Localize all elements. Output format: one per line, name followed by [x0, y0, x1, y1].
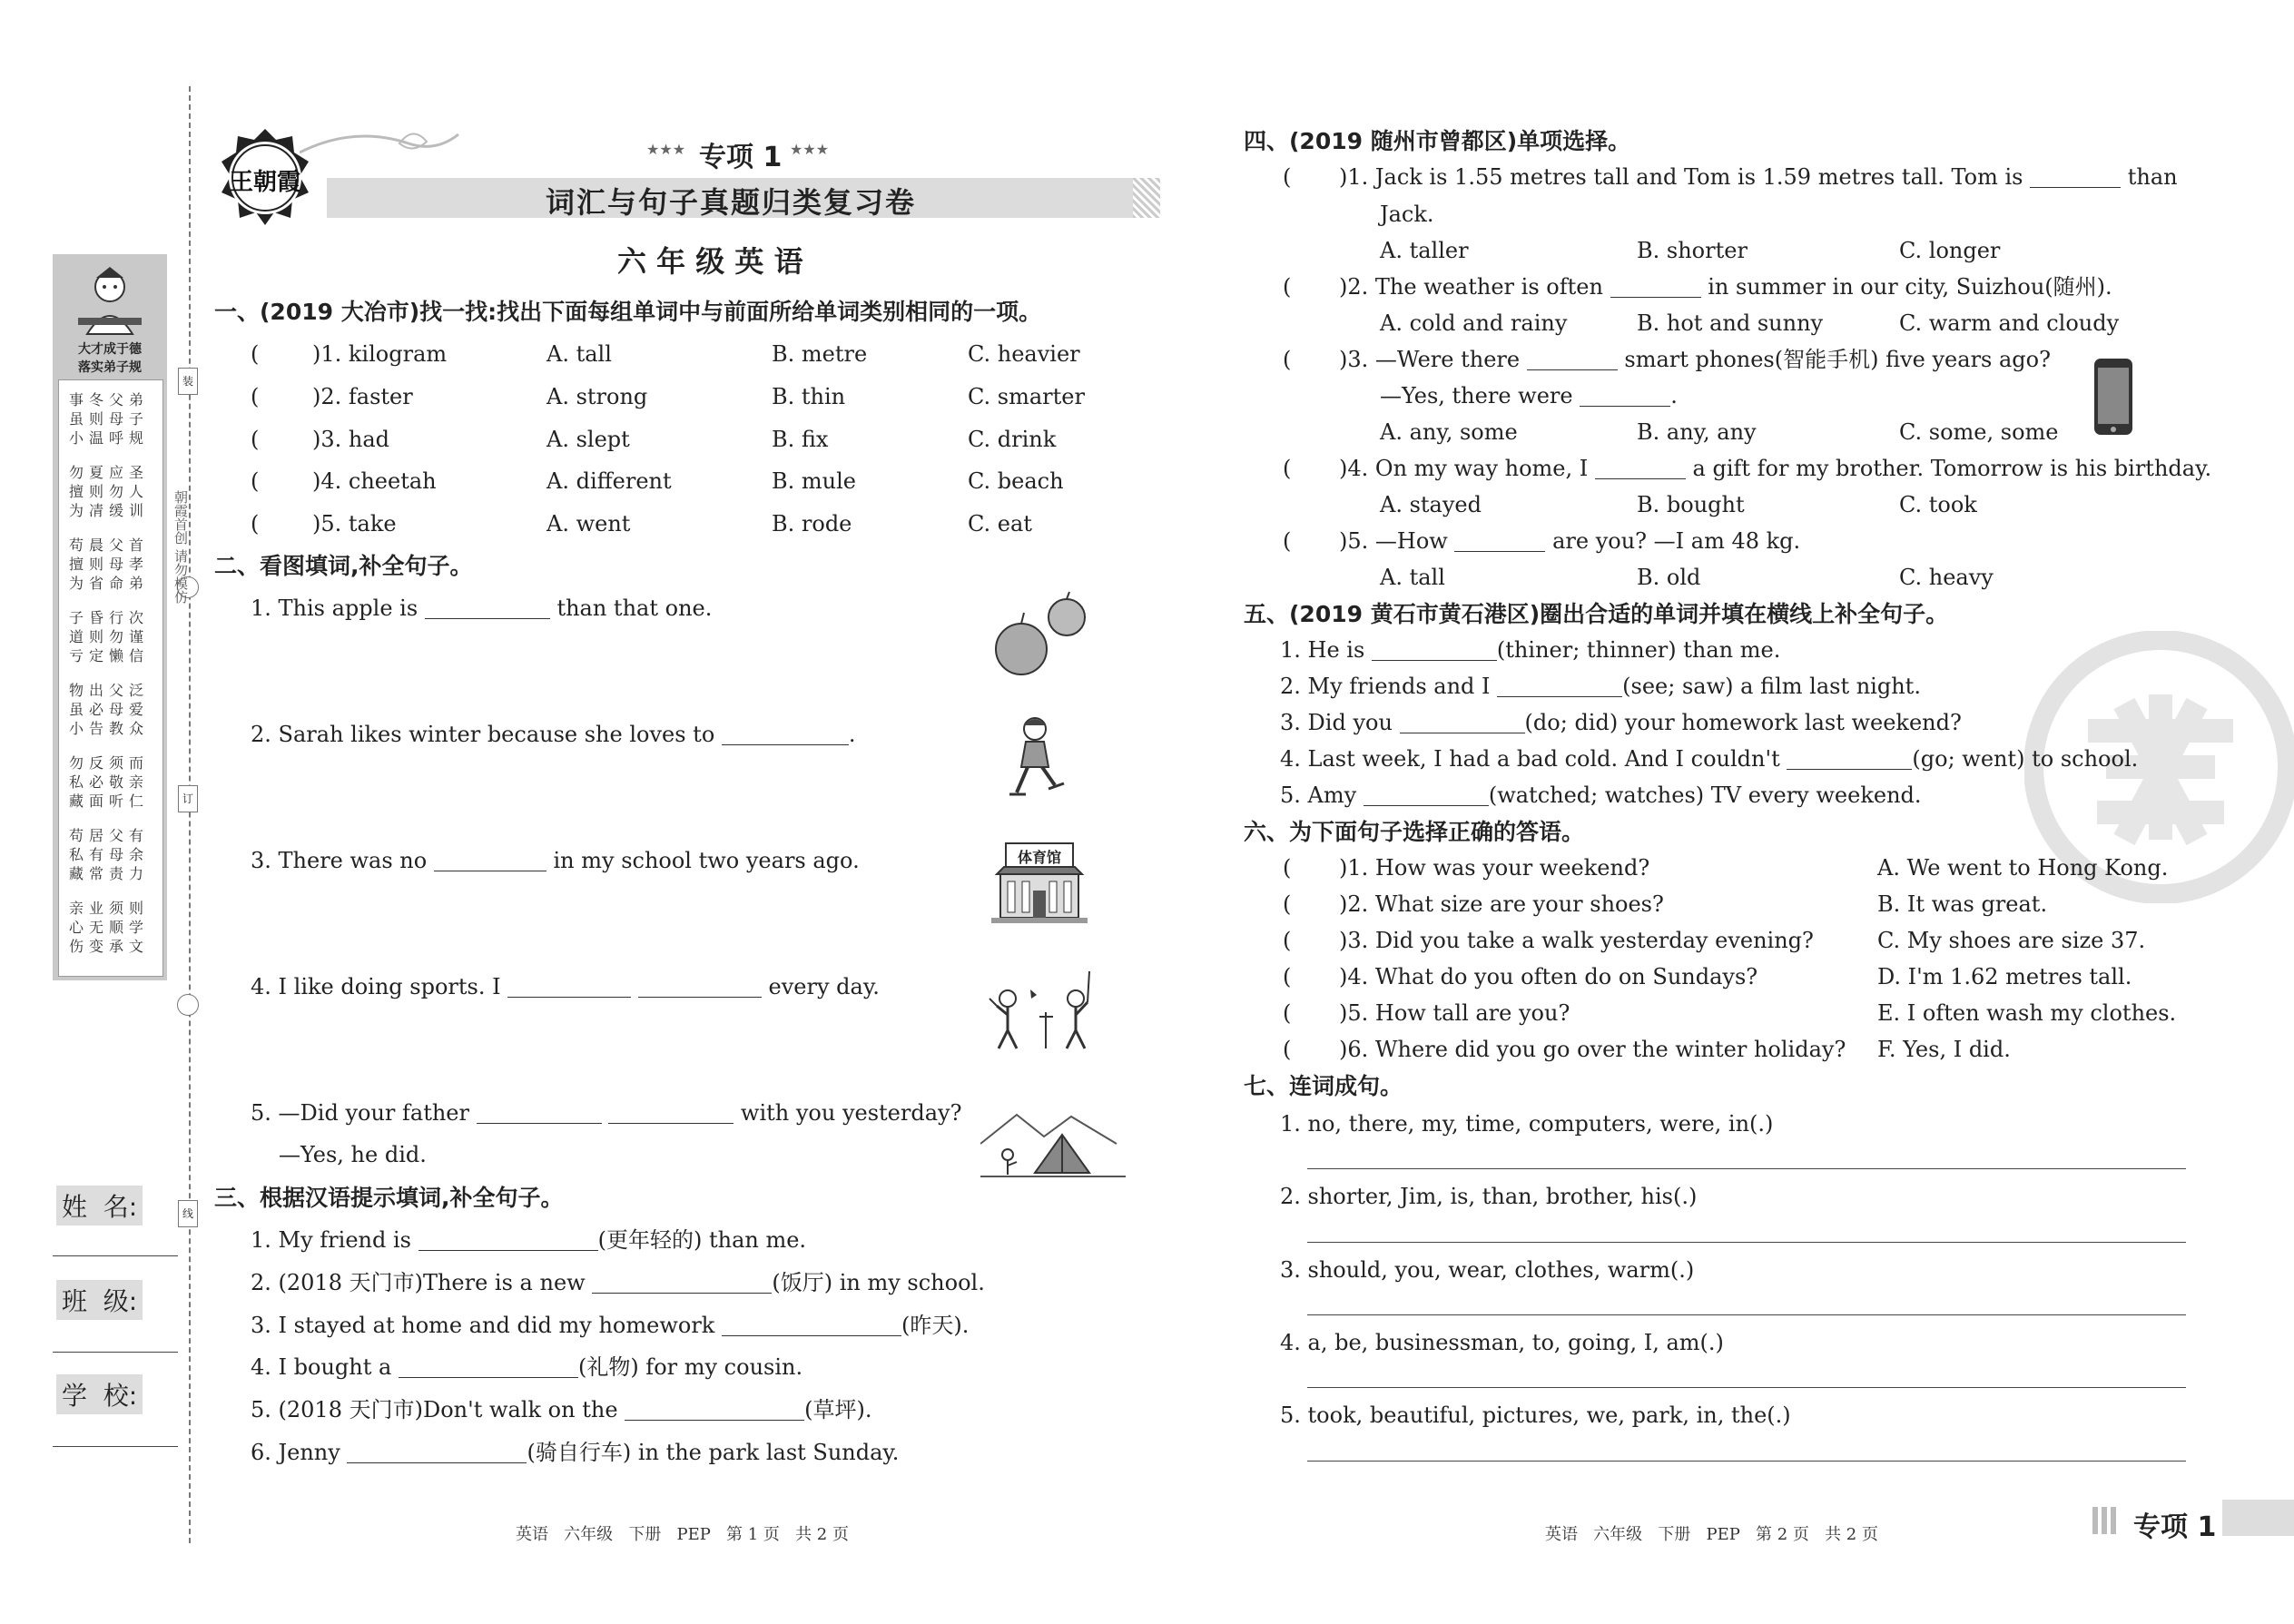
option-b: B. metre [772, 341, 868, 367]
section7-item: 5. took, beautiful, pictures, we, park, in, the(.) [1280, 1403, 1791, 1428]
blank[interactable] [625, 1400, 804, 1421]
blank[interactable] [434, 851, 546, 871]
section2-heading: 二、看图填词,补全句子。 [214, 553, 473, 579]
blank[interactable] [477, 1103, 602, 1124]
series-label: 专项 1 [699, 142, 783, 173]
poem-block: 亲业须则 心无顺学 伤变承文 [69, 900, 150, 955]
class-label: 班 级: [56, 1280, 143, 1320]
item-text: 4. I bought a [251, 1354, 392, 1380]
option-a: A. different [546, 468, 672, 494]
question-text: than that one. [556, 595, 713, 621]
item-text: (饭厅) in my school. [772, 1270, 985, 1295]
footer-left: 英语 六年级 下册 PEP 第 1 页 共 2 页 [516, 1525, 849, 1544]
answer-bracket: ( [1283, 1000, 1292, 1026]
section6-question: )2. What size are your shoes? [1339, 891, 1664, 917]
option-c: C. took [1899, 492, 1977, 517]
option-c: C. smarter [968, 384, 1085, 409]
option-a: A. tall [1380, 565, 1445, 590]
item-text: 2. (2018 天门市)There is a new [251, 1270, 586, 1295]
question-2-2 [251, 723, 856, 745]
blank[interactable] [608, 1103, 733, 1124]
binding-mark-3: 线 [178, 1200, 198, 1227]
question-2-5 [251, 1102, 961, 1124]
question-text: in summer in our city, Suizhou(随州). [1708, 274, 2112, 300]
answer-bracket: ( [1283, 456, 1292, 481]
section3-item [251, 1356, 802, 1378]
section6-question: )3. Did you take a walk yesterday evening? [1339, 928, 1814, 953]
section3-heading: 三、根据汉语提示填词,补全句子。 [214, 1185, 564, 1211]
question-text: 4. I like doing sports. I [251, 974, 501, 999]
item-text: 3. Did you [1280, 710, 1393, 735]
question-4-1-cont: Jack. [1380, 202, 1434, 227]
option-a: A. tall [546, 341, 612, 367]
answer-bracket: ( [1283, 274, 1292, 300]
question-4-5 [1339, 530, 1800, 552]
section6-question: )6. Where did you go over the winter holiday? [1339, 1037, 1846, 1062]
item-text: (see; saw) a film last night. [1622, 674, 1921, 699]
question-text: . [848, 722, 856, 747]
answer-bracket: ( [1283, 891, 1292, 917]
section5-item [1280, 784, 1922, 806]
question-text: )2. The weather is often [1339, 274, 1603, 300]
section3-item [251, 1399, 872, 1421]
option-b: B. rode [772, 511, 852, 536]
section3-item [251, 1442, 899, 1463]
title-stars-left: ★★★ [646, 141, 686, 158]
item-text: (昨天). [901, 1313, 970, 1338]
section6-answer: E. I often wash my clothes. [1877, 1000, 2177, 1026]
section7-heading: 七、连词成句。 [1244, 1073, 1403, 1099]
question-text: . [1670, 383, 1678, 408]
option-b: B. fix [772, 427, 829, 452]
answer-bracket: ( [1283, 964, 1292, 989]
option-c: C. heavier [968, 341, 1080, 367]
question-4-3 [1339, 349, 2051, 370]
item-text: 4. Last week, I had a bad cold. And I couldn't [1280, 746, 1780, 772]
school-label: 学 校: [56, 1374, 143, 1414]
answer-bracket: ( [1283, 855, 1292, 881]
answer-bracket: ( [251, 384, 260, 409]
option-a: A. any, some [1380, 419, 1518, 445]
question-text: smart phones(智能手机) five years ago? [1624, 347, 2051, 372]
blank[interactable] [722, 724, 849, 745]
question-text: 1. This apple is [251, 595, 418, 621]
section7-item: 1. no, there, my, time, computers, were, in(.) [1280, 1111, 1774, 1137]
question-text: with you yesterday? [740, 1100, 962, 1126]
item-text: (thiner; thinner) than me. [1496, 637, 1781, 663]
item-text: (草坪). [804, 1397, 872, 1422]
gym-sign: 体育馆 [1017, 849, 1061, 866]
answer-line[interactable] [1307, 1461, 2186, 1462]
section1-question: )4. cheetah [312, 468, 437, 494]
section6-answer: A. We went to Hong Kong. [1877, 855, 2169, 881]
blank[interactable] [1787, 749, 1912, 770]
blank[interactable] [1497, 676, 1622, 697]
option-c: C. drink [968, 427, 1057, 452]
item-text: (骑自行车) in the park last Sunday. [527, 1440, 900, 1465]
answer-bracket: ( [251, 511, 260, 536]
answer-bracket: ( [251, 427, 260, 452]
question-text: —Yes, there were [1380, 383, 1573, 408]
question-text: 3. There was no [251, 848, 428, 873]
option-c: C. eat [968, 511, 1032, 536]
poem-block: 子昏行次 道则勿谨 亏定懒信 [69, 609, 150, 664]
option-b: B. bought [1637, 492, 1745, 517]
blank[interactable] [638, 977, 762, 998]
binding-mark-1: 装 [178, 368, 198, 395]
blank[interactable] [592, 1273, 772, 1294]
section1-question: )1. kilogram [312, 341, 448, 367]
smartphone-illustration [2092, 357, 2134, 437]
option-b: B. hot and sunny [1637, 310, 1824, 336]
question-2-4 [251, 976, 880, 998]
item-text: 5. Amy [1280, 782, 1357, 808]
section6-question: )4. What do you often do on Sundays? [1339, 964, 1758, 989]
section3-item [251, 1272, 985, 1294]
footer-tag-bar [2222, 1500, 2294, 1536]
poem-block: 苟居父有 私有母余 藏常责力 [69, 827, 150, 882]
item-text: 2. My friends and I [1280, 674, 1491, 699]
blank[interactable] [1595, 458, 1686, 479]
blank[interactable] [1364, 785, 1489, 806]
section6-answer: D. I'm 1.62 metres tall. [1877, 964, 2132, 989]
blank[interactable] [399, 1357, 578, 1378]
item-text: (更年轻的) than me. [597, 1227, 807, 1253]
option-a: A. cold and rainy [1380, 310, 1568, 336]
section7-item: 4. a, be, businessman, to, going, I, am(.) [1280, 1330, 1724, 1355]
blank[interactable] [425, 598, 550, 619]
section5-item [1280, 639, 1780, 661]
section6-question: )5. How tall are you? [1339, 1000, 1570, 1026]
name-field[interactable] [53, 1255, 178, 1256]
blank[interactable] [347, 1442, 527, 1463]
answer-line[interactable] [1307, 1387, 2186, 1388]
item-text: 1. My friend is [251, 1227, 411, 1253]
question-text: )4. On my way home, I [1339, 456, 1589, 481]
option-b: B. old [1637, 565, 1701, 590]
section5-item [1280, 712, 1962, 733]
section1-question: )2. faster [312, 384, 413, 409]
option-c: C. warm and cloudy [1899, 310, 2120, 336]
section7-item: 3. should, you, wear, clothes, warm(.) [1280, 1257, 1695, 1283]
gym-illustration [989, 840, 1089, 926]
section4-heading: 四、(2019 随州市曾都区)单项选择。 [1244, 128, 1631, 154]
binding-circle-2 [177, 994, 199, 1016]
section3-item [251, 1314, 969, 1336]
section1-question: )5. take [312, 511, 397, 536]
answer-bracket: ( [251, 341, 260, 367]
blank[interactable] [1610, 277, 1701, 298]
answer-line[interactable] [1307, 1242, 2186, 1243]
option-b: B. mule [772, 468, 856, 494]
option-a: A. went [546, 511, 631, 536]
question-2-5-reply: —Yes, he did. [279, 1142, 427, 1167]
question-4-1 [1339, 166, 2178, 188]
option-a: A. taller [1380, 238, 1469, 263]
poem-block: 事冬父弟 虽则母子 小温呼规 [69, 391, 150, 447]
answer-bracket: ( [1283, 528, 1292, 554]
motto-line-1: 大才成于德 [78, 342, 142, 357]
blank[interactable] [1400, 713, 1525, 733]
margin-note: 朝霞首创 请勿模仿 [172, 490, 189, 604]
ribbon-decoration [300, 116, 463, 171]
section5-heading: 五、(2019 黄石市黄石港区)圈出合适的单词并填在横线上补全句子。 [1244, 601, 1949, 627]
blank[interactable] [722, 1315, 901, 1336]
poem-block: 苟晨父首 擅则母孝 为省命弟 [69, 536, 150, 592]
footer-right: 英语 六年级 下册 PEP 第 2 页 共 2 页 [1545, 1525, 1878, 1544]
footer-tag-dots [2092, 1507, 2120, 1534]
question-text: )5. —How [1339, 528, 1448, 554]
item-text: (go; went) to school. [1912, 746, 2139, 772]
section6-heading: 六、为下面句子选择正确的答语。 [1244, 819, 1585, 845]
question-text: a gift for my brother. Tomorrow is his birthday. [1692, 456, 2212, 481]
section6-answer: B. It was great. [1877, 891, 2048, 917]
blank[interactable] [2030, 167, 2121, 188]
blank[interactable] [1372, 640, 1497, 661]
logo-text: 王朝霞 [229, 169, 300, 196]
question-text: are you? —I am 48 kg. [1552, 528, 1801, 554]
question-text: than [2127, 164, 2178, 190]
option-a: A. strong [546, 384, 648, 409]
section5-item [1280, 748, 2138, 770]
answer-bracket: ( [1283, 928, 1292, 953]
answer-bracket: ( [1283, 347, 1292, 372]
blank[interactable] [1527, 349, 1618, 370]
question-4-2 [1339, 276, 2112, 298]
option-b: B. any, any [1637, 419, 1757, 445]
question-4-3-reply [1380, 385, 1678, 407]
poem-block: 勿反须而 私必敬亲 藏面听仁 [69, 754, 150, 810]
section6-question: )1. How was your weekend? [1339, 855, 1650, 881]
section3-item [251, 1229, 806, 1251]
question-text: every day. [768, 974, 880, 999]
scholar-figure [60, 261, 160, 343]
question-4-4 [1339, 458, 2211, 479]
question-text: 5. —Did your father [251, 1100, 469, 1126]
question-2-3 [251, 850, 860, 871]
option-a: A. slept [546, 427, 630, 452]
title-stars-right: ★★★ [790, 141, 830, 158]
option-c: C. heavy [1899, 565, 1994, 590]
section7-item: 2. shorter, Jim, is, than, brother, his(.) [1280, 1184, 1698, 1209]
motto-line-2: 落实弟子规 [78, 360, 142, 375]
answer-line[interactable] [1307, 1314, 2186, 1315]
badminton-illustration [980, 962, 1108, 1053]
camping-illustration [980, 1098, 1126, 1180]
blank[interactable] [1454, 531, 1545, 552]
poem-block: 物出父泛 虽必母爱 小告教众 [69, 682, 150, 737]
item-text: 6. Jenny [251, 1440, 340, 1465]
answer-bracket: ( [251, 468, 260, 494]
answer-line[interactable] [1307, 1168, 2186, 1169]
footer-tag: 专项 1 [2133, 1511, 2217, 1543]
item-text: (do; did) your homework last weekend? [1524, 710, 1962, 735]
poem-block: 勿夏应圣 擅则勿人 为凊缓训 [69, 464, 150, 519]
question-text: )1. Jack is 1.55 metres tall and Tom is 1.59 metres tall. Tom is [1339, 164, 2023, 190]
blank[interactable] [418, 1230, 598, 1251]
item-text: 5. (2018 天门市)Don't walk on the [251, 1397, 618, 1422]
option-a: A. stayed [1380, 492, 1482, 517]
section1-heading: 一、(2019 大冶市)找一找:找出下面每组单词中与前面所给单词类别相同的一项。 [214, 299, 1042, 325]
page-subtitle: 六 年 级 英 语 [617, 244, 803, 279]
option-c: C. beach [968, 468, 1064, 494]
option-b: B. thin [772, 384, 846, 409]
option-c: C. longer [1899, 238, 2001, 263]
blank[interactable] [507, 977, 631, 998]
answer-bracket: ( [1283, 1037, 1292, 1062]
item-text: 3. I stayed at home and did my homework [251, 1313, 715, 1338]
question-text: )3. —Were there [1339, 347, 1521, 372]
section6-answer: C. My shoes are size 37. [1877, 928, 2146, 953]
class-field[interactable] [53, 1352, 178, 1353]
item-text: (礼物) for my cousin. [577, 1354, 803, 1380]
apples-illustration [989, 590, 1089, 681]
binding-dashed-line [189, 86, 191, 1543]
page-title: 词汇与句子真题归类复习卷 [545, 185, 916, 220]
skating-girl-illustration [999, 713, 1071, 803]
school-field[interactable] [53, 1446, 178, 1447]
section5-item [1280, 675, 1921, 697]
section1-question: )3. had [312, 427, 390, 452]
name-label: 姓 名: [56, 1186, 143, 1225]
question-text: 2. Sarah likes winter because she loves to [251, 722, 715, 747]
title-bar-dots [1133, 178, 1160, 218]
option-c: C. some, some [1899, 419, 2059, 445]
item-text: (watched; watches) TV every weekend. [1488, 782, 1922, 808]
binding-mark-2: 订 [178, 785, 198, 812]
answer-bracket: ( [1283, 164, 1292, 190]
option-b: B. shorter [1637, 238, 1748, 263]
question-text: in my school two years ago. [553, 848, 860, 873]
section6-answer: F. Yes, I did. [1877, 1037, 2011, 1062]
question-2-1 [251, 597, 712, 619]
blank[interactable] [1580, 386, 1670, 407]
item-text: 1. He is [1280, 637, 1365, 663]
